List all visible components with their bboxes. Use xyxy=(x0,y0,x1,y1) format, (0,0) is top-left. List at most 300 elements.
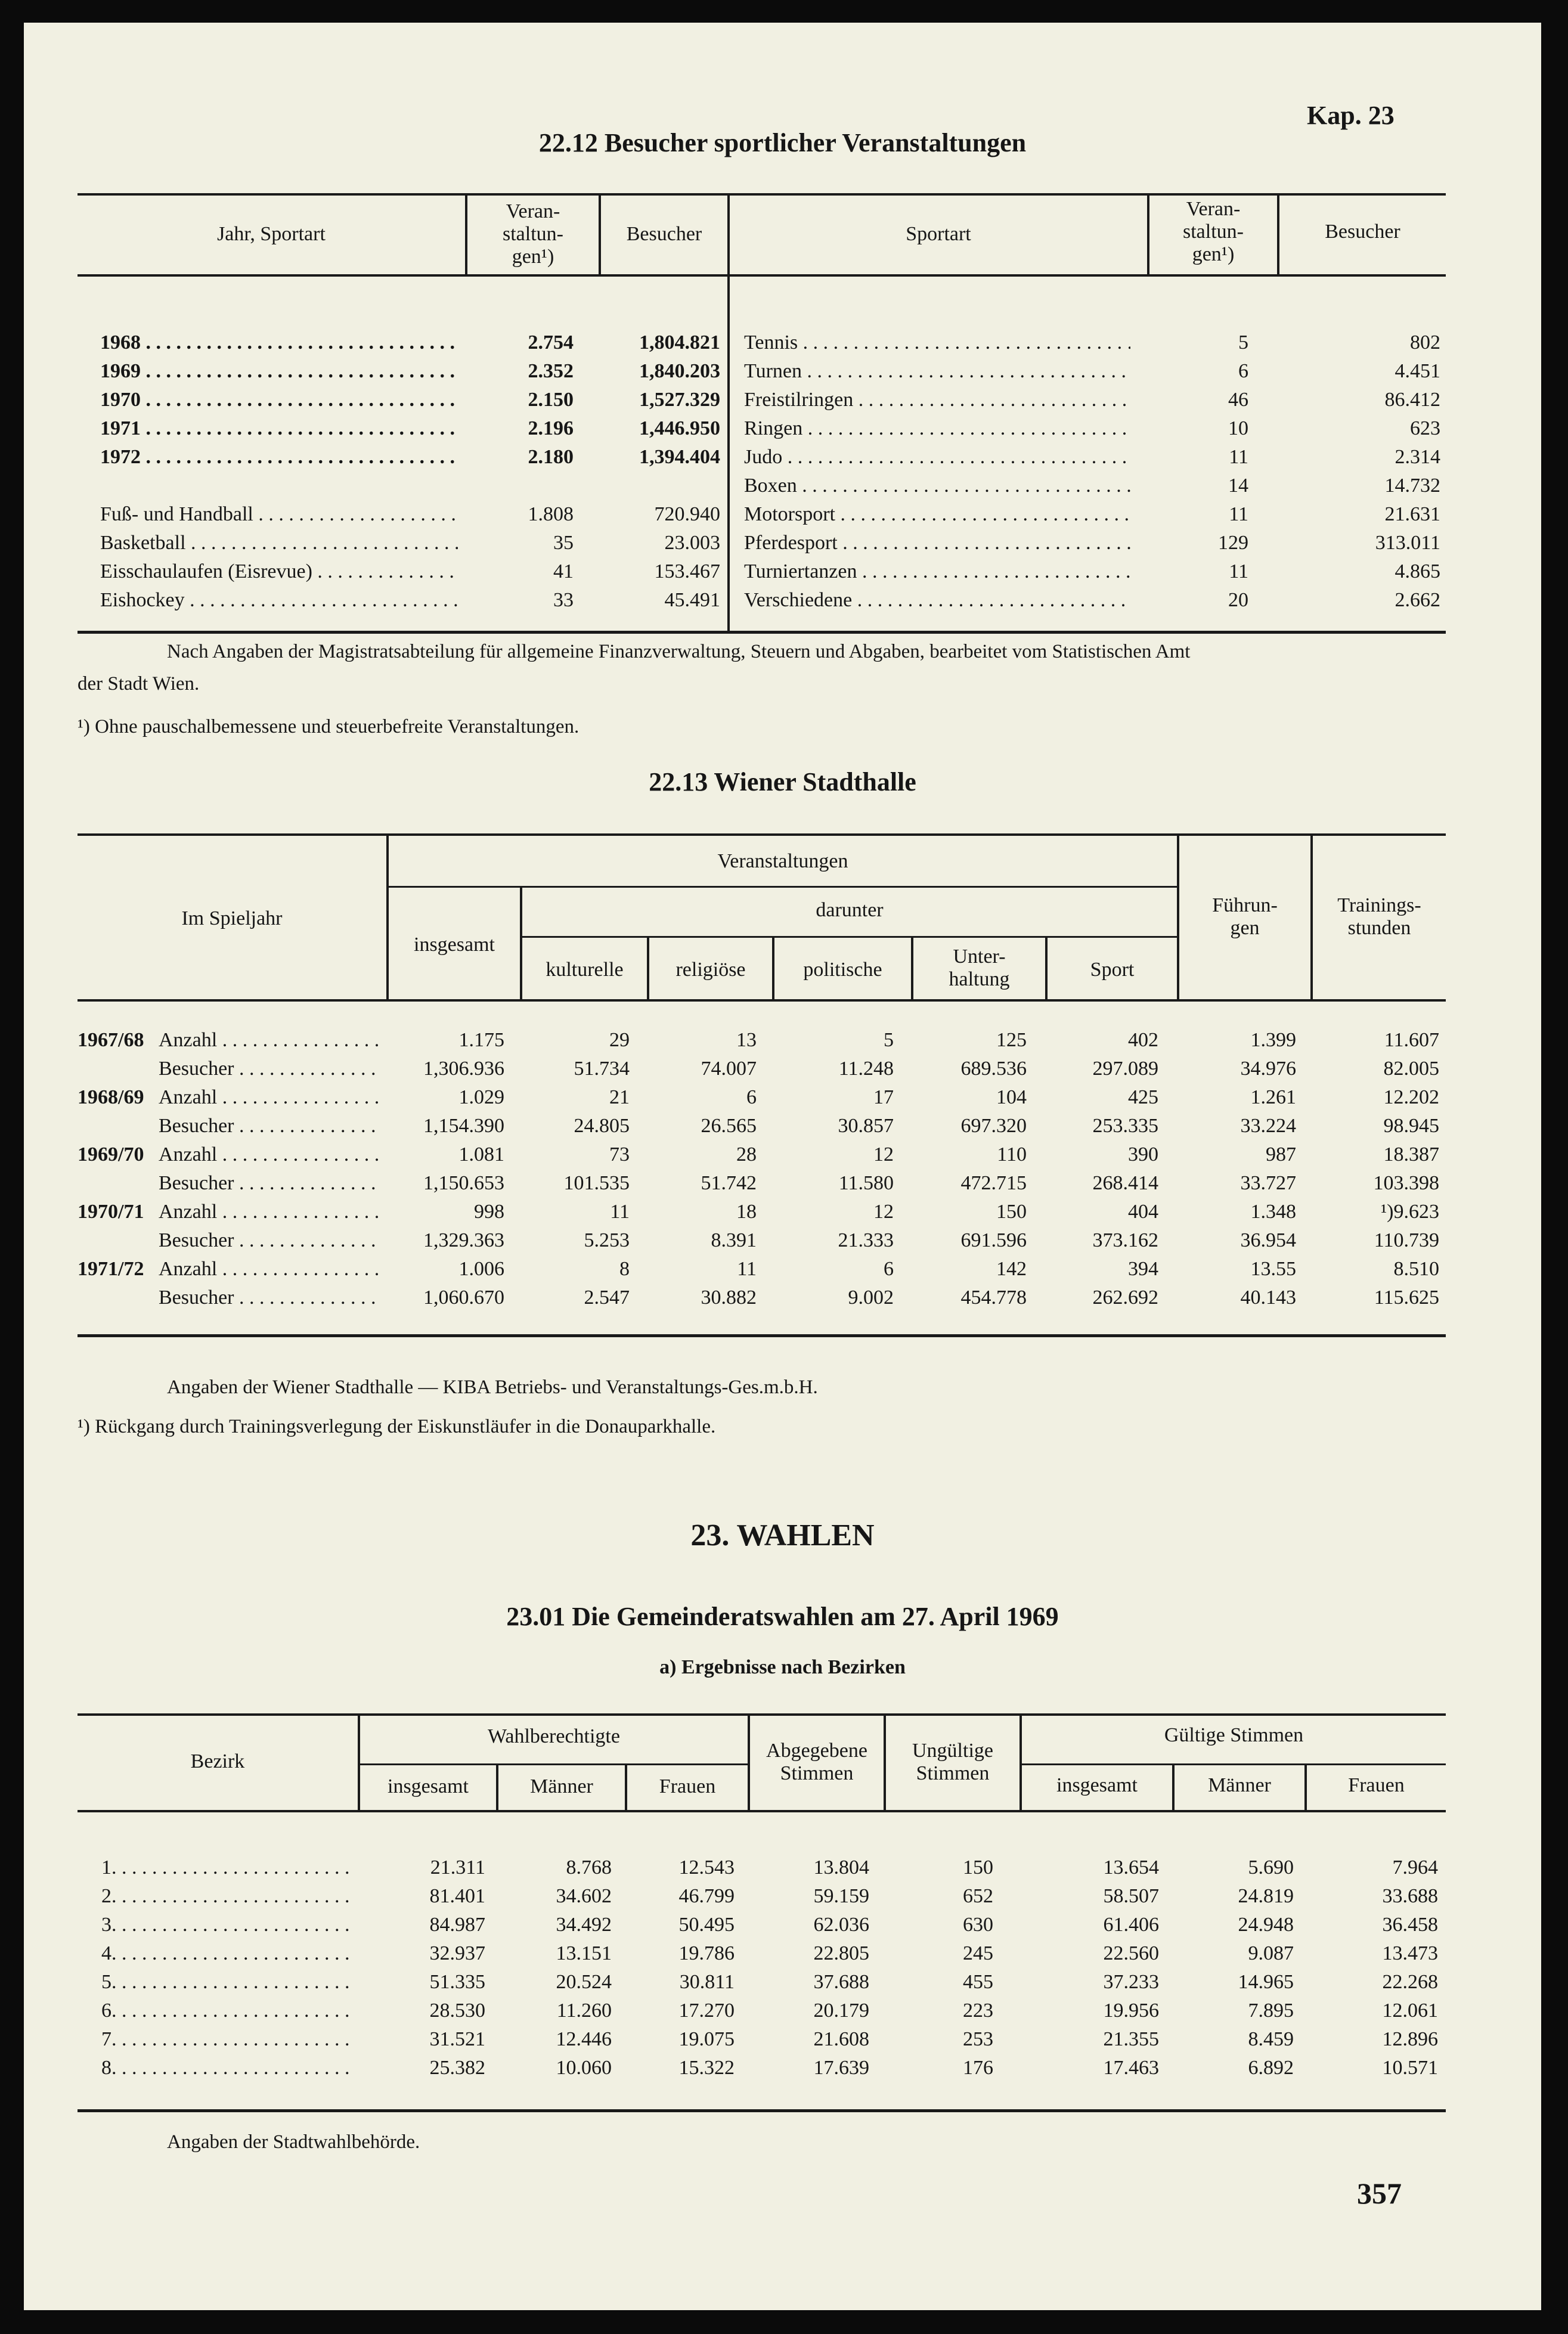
bezirk-label: 5. . . . xyxy=(101,1969,352,1996)
table-row xyxy=(730,444,1446,472)
row-value: 297.089 xyxy=(1092,1058,1158,1080)
row-value: 14.965 xyxy=(1238,1971,1294,1993)
bezirk-label: 6. . . . xyxy=(101,1997,352,2025)
row-value: 8.459 xyxy=(1248,2028,1294,2050)
row-value: 51.742 xyxy=(701,1172,757,1194)
row-kind: Anzahl . . . xyxy=(159,1198,379,1226)
bezirk-label: 4. . . . xyxy=(101,1940,352,1967)
table-row xyxy=(78,1055,1446,1084)
row-value: 998 xyxy=(474,1201,504,1223)
row-value: 18.387 xyxy=(1383,1143,1439,1166)
row-value: 12 xyxy=(873,1201,894,1223)
row-value: 1.261 xyxy=(1250,1086,1296,1108)
row-label: 1969 . . . xyxy=(100,358,458,385)
row-value: 1.029 xyxy=(458,1086,504,1108)
row-value: 33.224 xyxy=(1240,1115,1296,1137)
besucher-value: 1,527.329 xyxy=(639,389,720,411)
header-veranstaltungen-right: Veran- staltun- gen¹) xyxy=(1183,198,1244,265)
row-value: 12.896 xyxy=(1382,2028,1438,2050)
besucher-value: 1,840.203 xyxy=(639,360,720,382)
header-jahr-sportart: Jahr, Sportart xyxy=(217,223,326,245)
row-value: 7.964 xyxy=(1392,1856,1438,1879)
header-wb-maenner: Männer xyxy=(530,1775,593,1797)
besucher-value: 2.662 xyxy=(1395,589,1440,611)
row-label: Turnen . . . xyxy=(744,358,1130,385)
row-value: 13.473 xyxy=(1382,1942,1438,1964)
row-label: Freistilringen . . . xyxy=(744,386,1130,414)
veranstaltungen-value: 5 xyxy=(1238,331,1248,354)
row-value: 2.547 xyxy=(584,1287,630,1309)
row-value: 36.954 xyxy=(1240,1229,1296,1251)
row-value: 30.857 xyxy=(838,1115,894,1137)
table-row xyxy=(78,529,727,558)
veranstaltungen-value: 20 xyxy=(1228,589,1248,611)
row-value: 34.976 xyxy=(1240,1058,1296,1080)
row-value: 33.688 xyxy=(1382,1885,1438,1907)
row-value: 17.270 xyxy=(678,2000,735,2022)
row-value: 24.948 xyxy=(1238,1914,1294,1936)
row-kind: Besucher . . . xyxy=(159,1055,379,1083)
besucher-value: 1,804.821 xyxy=(639,331,720,354)
veranstaltungen-value: 14 xyxy=(1228,475,1248,497)
row-value: 51.734 xyxy=(574,1058,630,1080)
row-value: 19.956 xyxy=(1103,2000,1159,2022)
row-value: 8.768 xyxy=(566,1856,612,1879)
row-value: 12.543 xyxy=(678,1856,735,1879)
header-unterhaltung: Unter- haltung xyxy=(949,946,1010,990)
row-value: 37.233 xyxy=(1103,1971,1159,1993)
table-row xyxy=(78,1227,1446,1256)
row-label: 1970 . . . xyxy=(100,386,458,414)
table-row xyxy=(78,2054,1446,2083)
row-value: 390 xyxy=(1128,1143,1158,1166)
table-row xyxy=(78,1141,1446,1170)
row-value: 59.159 xyxy=(813,1885,869,1907)
row-value: 21.355 xyxy=(1103,2028,1159,2050)
row-kind: Besucher . . . xyxy=(159,1170,379,1197)
table-row xyxy=(730,587,1446,615)
row-label: Motorsport . . . xyxy=(744,501,1130,528)
row-label: Judo . . . xyxy=(744,444,1130,471)
row-value: 10.571 xyxy=(1382,2057,1438,2079)
row-value: 103.398 xyxy=(1373,1172,1439,1194)
row-value: 51.335 xyxy=(429,1971,485,1993)
row-value: 13.151 xyxy=(556,1942,612,1964)
besucher-value: 313.011 xyxy=(1375,532,1440,554)
row-value: 28.530 xyxy=(429,2000,485,2022)
row-value: 11.248 xyxy=(838,1058,894,1080)
row-value: 32.937 xyxy=(429,1942,485,1964)
table-2213-title: 22.13 Wiener Stadthalle xyxy=(649,767,916,796)
header-politische: politische xyxy=(803,959,882,981)
header-g-maenner: Männer xyxy=(1208,1774,1271,1796)
row-value: 82.005 xyxy=(1383,1058,1439,1080)
table-row xyxy=(78,587,727,615)
besucher-value: 23.003 xyxy=(664,532,720,554)
row-label: Boxen . . . xyxy=(744,472,1130,500)
row-value: 652 xyxy=(963,1885,993,1907)
row-value: 6 xyxy=(746,1086,757,1108)
table-row xyxy=(78,1256,1446,1284)
row-value: 30.811 xyxy=(679,1971,735,1993)
row-value: 21 xyxy=(609,1086,630,1108)
table-2213 xyxy=(78,833,1446,1370)
row-value: 110.739 xyxy=(1374,1229,1439,1251)
table-2212-title: 22.12 Besucher sportlicher Veranstaltungen xyxy=(538,128,1027,157)
row-value: 24.805 xyxy=(574,1115,630,1137)
table-row xyxy=(78,1170,1446,1198)
row-value: 74.007 xyxy=(701,1058,757,1080)
row-value: 11.580 xyxy=(838,1172,894,1194)
row-value: 9.002 xyxy=(848,1287,894,1309)
header-gueltige: Gültige Stimmen xyxy=(1164,1724,1304,1746)
header-besucher-right: Besucher xyxy=(1325,221,1400,243)
besucher-value: 1,446.950 xyxy=(639,417,720,439)
row-label: Fuß- und Handball . . . xyxy=(100,501,458,528)
table-row xyxy=(730,501,1446,529)
row-value: 150 xyxy=(963,1856,993,1879)
row-kind: Anzahl . . . xyxy=(159,1141,379,1168)
besucher-value: 4.865 xyxy=(1395,560,1440,582)
row-year: 1968/69 xyxy=(78,1086,144,1108)
besucher-value: 21.631 xyxy=(1384,503,1440,525)
row-value: 176 xyxy=(963,2057,993,2079)
besucher-value: 802 xyxy=(1410,331,1440,354)
row-value: 24.819 xyxy=(1238,1885,1294,1907)
row-kind: Besucher . . . xyxy=(159,1284,379,1312)
header-insgesamt: insgesamt xyxy=(414,934,495,956)
bezirk-label: 2. . . . xyxy=(101,1883,352,1910)
header-besucher-left: Besucher xyxy=(626,223,702,245)
row-value: 11.607 xyxy=(1384,1029,1439,1051)
row-value: 1.348 xyxy=(1250,1201,1296,1223)
table-2301-body xyxy=(78,1713,1446,2119)
row-value: 101.535 xyxy=(563,1172,630,1194)
header-abgegebene: Abgegebene Stimmen xyxy=(766,1740,867,1784)
table-2301-subtitle: a) Ergebnisse nach Bezirken xyxy=(659,1656,906,1678)
row-value: 22.560 xyxy=(1103,1942,1159,1964)
veranstaltungen-value: 129 xyxy=(1218,532,1248,554)
table-row xyxy=(730,329,1446,358)
row-value: 455 xyxy=(963,1971,993,1993)
row-value: 21.608 xyxy=(813,2028,869,2050)
row-value: 17.463 xyxy=(1103,2057,1159,2079)
row-value: 1,329.363 xyxy=(423,1229,504,1251)
table-row xyxy=(78,1854,1446,1883)
row-value: 1.006 xyxy=(458,1258,504,1280)
row-value: 84.987 xyxy=(429,1914,485,1936)
row-value: 17 xyxy=(873,1086,894,1108)
row-value: 7.895 xyxy=(1248,2000,1294,2022)
row-label: Ringen . . . xyxy=(744,415,1130,442)
row-value: 150 xyxy=(996,1201,1027,1223)
veranstaltungen-value: 46 xyxy=(1228,389,1248,411)
table-2301 xyxy=(78,1713,1446,2119)
besucher-value: 720.940 xyxy=(654,503,720,525)
table-2301-title: 23.01 Die Gemeinderatswahlen am 27. April 1969 xyxy=(506,1602,1059,1631)
besucher-value: 86.412 xyxy=(1384,389,1440,411)
row-value: 691.596 xyxy=(960,1229,1027,1251)
table-2212-source: Nach Angaben der Magistratsabteilung für allgemeine Finanzverwaltung, Steuern und Abgaben, bearbeitet vom Statistischen Amt xyxy=(167,641,1191,662)
table-2213-source: Angaben der Wiener Stadthalle — KIBA Betriebs- und Veranstaltungs-Ges.m.b.H. xyxy=(167,1377,818,1398)
row-value: 1.081 xyxy=(458,1143,504,1166)
row-year: 1971/72 xyxy=(78,1258,144,1280)
table-row xyxy=(78,1997,1446,2026)
veranstaltungen-value: 1.808 xyxy=(528,503,574,525)
row-value: 12 xyxy=(873,1143,894,1166)
row-value: 110 xyxy=(997,1143,1027,1166)
veranstaltungen-value: 33 xyxy=(553,589,574,611)
table-row xyxy=(78,358,727,386)
veranstaltungen-value: 2.352 xyxy=(528,360,574,382)
row-value: 697.320 xyxy=(960,1115,1027,1137)
document-page xyxy=(24,23,1541,2310)
header-darunter: darunter xyxy=(816,899,884,921)
row-value: 13.654 xyxy=(1103,1856,1159,1879)
row-value: 29 xyxy=(609,1029,630,1051)
row-value: 31.521 xyxy=(429,2028,485,2050)
row-value: 33.727 xyxy=(1240,1172,1296,1194)
veranstaltungen-value: 2.754 xyxy=(528,331,574,354)
row-value: 253 xyxy=(963,2028,993,2050)
table-row xyxy=(78,1198,1446,1227)
row-value: 36.458 xyxy=(1382,1914,1438,1936)
row-value: 34.602 xyxy=(556,1885,612,1907)
table-row xyxy=(78,1027,1446,1055)
row-value: 62.036 xyxy=(813,1914,869,1936)
row-label: 1968 . . . xyxy=(100,329,458,357)
besucher-value: 2.314 xyxy=(1395,446,1440,468)
row-value: 20.179 xyxy=(813,2000,869,2022)
header-veranstaltungen-left: Veran- staltun- gen¹) xyxy=(503,200,563,268)
row-label: Eisschaulaufen (Eisrevue) . . . xyxy=(100,558,458,585)
besucher-value: 4.451 xyxy=(1395,360,1440,382)
header-spieljahr: Im Spieljahr xyxy=(181,907,283,929)
row-value: 1,150.653 xyxy=(423,1172,504,1194)
veranstaltungen-value: 35 xyxy=(553,532,574,554)
header-fuehrungen: Führun- gen xyxy=(1212,894,1278,939)
header-g-frauen: Frauen xyxy=(1348,1774,1405,1796)
row-value: 115.625 xyxy=(1374,1287,1439,1309)
row-value: 142 xyxy=(996,1258,1027,1280)
row-value: 12.202 xyxy=(1383,1086,1439,1108)
header-ungueltige: Ungültige Stimmen xyxy=(912,1740,993,1784)
row-year: 1969/70 xyxy=(78,1143,144,1166)
table-row xyxy=(730,358,1446,386)
row-year: 1967/68 xyxy=(78,1029,144,1051)
row-value: 19.075 xyxy=(678,2028,735,2050)
row-kind: Besucher . . . xyxy=(159,1227,379,1254)
row-value: 1,154.390 xyxy=(423,1115,504,1137)
bezirk-label: 8. . . . xyxy=(101,2054,352,2082)
row-value: 454.778 xyxy=(960,1287,1027,1309)
row-value: 223 xyxy=(963,2000,993,2022)
veranstaltungen-value: 11 xyxy=(1229,446,1248,468)
row-value: 12.446 xyxy=(556,2028,612,2050)
veranstaltungen-value: 11 xyxy=(1229,503,1248,525)
row-value: 253.335 xyxy=(1092,1115,1158,1137)
row-value: 40.143 xyxy=(1240,1287,1296,1309)
row-value: 20.524 xyxy=(556,1971,612,1993)
row-label: Verschiedene . . . xyxy=(744,587,1130,614)
veranstaltungen-value: 41 xyxy=(553,560,574,582)
row-value: 30.882 xyxy=(701,1287,757,1309)
row-value: 394 xyxy=(1128,1258,1158,1280)
row-value: 58.507 xyxy=(1103,1885,1159,1907)
header-kulturelle: kulturelle xyxy=(546,959,624,981)
row-value: 73 xyxy=(609,1143,630,1166)
row-value: 5.253 xyxy=(584,1229,630,1251)
header-veranstaltungen: Veranstaltungen xyxy=(717,850,848,872)
table-2212-source-line2: der Stadt Wien. xyxy=(78,673,200,695)
table-row xyxy=(78,1112,1446,1141)
table-row xyxy=(730,472,1446,501)
row-value: 15.322 xyxy=(678,2057,735,2079)
row-value: 425 xyxy=(1128,1086,1158,1108)
page-number: 357 xyxy=(1357,2177,1402,2210)
header-sportart: Sportart xyxy=(906,223,971,245)
row-value: 8.391 xyxy=(711,1229,757,1251)
row-value: 26.565 xyxy=(701,1115,757,1137)
table-row xyxy=(78,415,727,444)
veranstaltungen-value: 2.196 xyxy=(528,417,574,439)
table-row xyxy=(78,1883,1446,1911)
header-religioese: religiöse xyxy=(675,959,746,981)
row-value: 6 xyxy=(884,1258,894,1280)
row-value: 11.260 xyxy=(556,2000,612,2022)
row-value: 1.399 xyxy=(1250,1029,1296,1051)
row-label: 1972 . . . xyxy=(100,444,458,471)
table-row xyxy=(78,1969,1446,1997)
table-row xyxy=(78,2026,1446,2054)
besucher-value: 45.491 xyxy=(664,589,720,611)
row-value: 404 xyxy=(1128,1201,1158,1223)
row-value: 13.55 xyxy=(1250,1258,1296,1280)
row-label: Basketball . . . xyxy=(100,529,458,557)
header-wb-insgesamt: insgesamt xyxy=(388,1775,469,1797)
row-value: 50.495 xyxy=(678,1914,735,1936)
row-value: 37.688 xyxy=(813,1971,869,1993)
row-value: 373.162 xyxy=(1092,1229,1158,1251)
table-row xyxy=(78,558,727,587)
row-value: 987 xyxy=(1266,1143,1296,1166)
row-value: 25.382 xyxy=(429,2057,485,2079)
table-row xyxy=(78,1940,1446,1969)
bezirk-label: 3. . . . xyxy=(101,1911,352,1939)
row-value: 21.333 xyxy=(838,1229,894,1251)
row-value: 34.492 xyxy=(556,1914,612,1936)
table-row xyxy=(78,1911,1446,1940)
veranstaltungen-value: 10 xyxy=(1228,417,1248,439)
table-2212-left-body xyxy=(78,193,727,634)
header-sport: Sport xyxy=(1090,959,1135,981)
table-row xyxy=(78,386,727,415)
veranstaltungen-value: 6 xyxy=(1238,360,1248,382)
header-g-insgesamt: insgesamt xyxy=(1056,1774,1138,1796)
row-value: 11 xyxy=(737,1258,757,1280)
table-2212-footnote: ¹) Ohne pauschalbemessene und steuerbefreite Veranstaltungen. xyxy=(78,716,580,737)
row-value: 46.799 xyxy=(678,1885,735,1907)
table-2301-source: Angaben der Stadtwahlbehörde. xyxy=(167,2131,420,2153)
row-value: 245 xyxy=(963,1942,993,1964)
row-value: 268.414 xyxy=(1092,1172,1158,1194)
row-value: 98.945 xyxy=(1383,1115,1439,1137)
row-label: Eishockey . . . xyxy=(100,587,458,614)
row-value: 262.692 xyxy=(1092,1287,1158,1309)
table-row xyxy=(78,329,727,358)
header-trainingsstunden: Trainings- stunden xyxy=(1337,894,1421,939)
row-value: 21.311 xyxy=(430,1856,485,1879)
veranstaltungen-value: 11 xyxy=(1229,560,1248,582)
row-kind: Besucher . . . xyxy=(159,1112,379,1140)
table-2213-footnote: ¹) Rückgang durch Trainingsverlegung der Eiskunstläufer in die Donauparkhalle. xyxy=(78,1416,716,1437)
row-value: 402 xyxy=(1128,1029,1158,1051)
table-2212-right-body xyxy=(730,193,1446,634)
row-label: Tennis . . . xyxy=(744,329,1130,357)
row-value: 11 xyxy=(610,1201,630,1223)
row-value: 10.060 xyxy=(556,2057,612,2079)
besucher-value: 623 xyxy=(1410,417,1440,439)
bezirk-label: 7. . . . xyxy=(101,2026,352,2053)
row-value: 8.510 xyxy=(1393,1258,1439,1280)
row-value: 5.690 xyxy=(1248,1856,1294,1879)
row-value: 28 xyxy=(736,1143,757,1166)
chapter-label: Kap. 23 xyxy=(1307,101,1395,130)
row-value: 61.406 xyxy=(1103,1914,1159,1936)
table-row xyxy=(78,1084,1446,1112)
row-value: 22.805 xyxy=(813,1942,869,1964)
veranstaltungen-value: 2.150 xyxy=(528,389,574,411)
besucher-value: 153.467 xyxy=(654,560,720,582)
row-value: 1,060.670 xyxy=(423,1287,504,1309)
row-kind: Anzahl . . . xyxy=(159,1027,379,1054)
table-row xyxy=(78,444,727,472)
row-value: 8 xyxy=(619,1258,630,1280)
row-value: ¹)9.623 xyxy=(1380,1201,1439,1223)
besucher-value: 14.732 xyxy=(1384,475,1440,497)
table-row xyxy=(730,529,1446,558)
row-value: 22.268 xyxy=(1382,1971,1438,1993)
bezirk-label: 1. . . . xyxy=(101,1854,352,1882)
table-row xyxy=(730,415,1446,444)
row-value: 5 xyxy=(884,1029,894,1051)
header-bezirk: Bezirk xyxy=(190,1750,245,1772)
row-value: 9.087 xyxy=(1248,1942,1294,1964)
table-row xyxy=(730,386,1446,415)
header-wb-frauen: Frauen xyxy=(659,1775,716,1797)
table-row xyxy=(78,1284,1446,1313)
row-value: 19.786 xyxy=(678,1942,735,1964)
row-value: 13 xyxy=(736,1029,757,1051)
row-value: 18 xyxy=(736,1201,757,1223)
table-row xyxy=(730,558,1446,587)
row-value: 472.715 xyxy=(960,1172,1027,1194)
row-value: 17.639 xyxy=(813,2057,869,2079)
row-kind: Anzahl . . . xyxy=(159,1256,379,1283)
veranstaltungen-value: 2.180 xyxy=(528,446,574,468)
table-2212 xyxy=(78,193,1446,634)
row-value: 13.804 xyxy=(813,1856,869,1879)
row-value: 689.536 xyxy=(960,1058,1027,1080)
section-title: 23. WAHLEN xyxy=(690,1518,875,1552)
header-wahlberechtigte: Wahlberechtigte xyxy=(488,1725,620,1747)
row-value: 1,306.936 xyxy=(423,1058,504,1080)
table-2213-body xyxy=(78,833,1446,1370)
row-value: 630 xyxy=(963,1914,993,1936)
row-value: 81.401 xyxy=(429,1885,485,1907)
row-label: 1971 . . . xyxy=(100,415,458,442)
table-row xyxy=(78,501,727,529)
